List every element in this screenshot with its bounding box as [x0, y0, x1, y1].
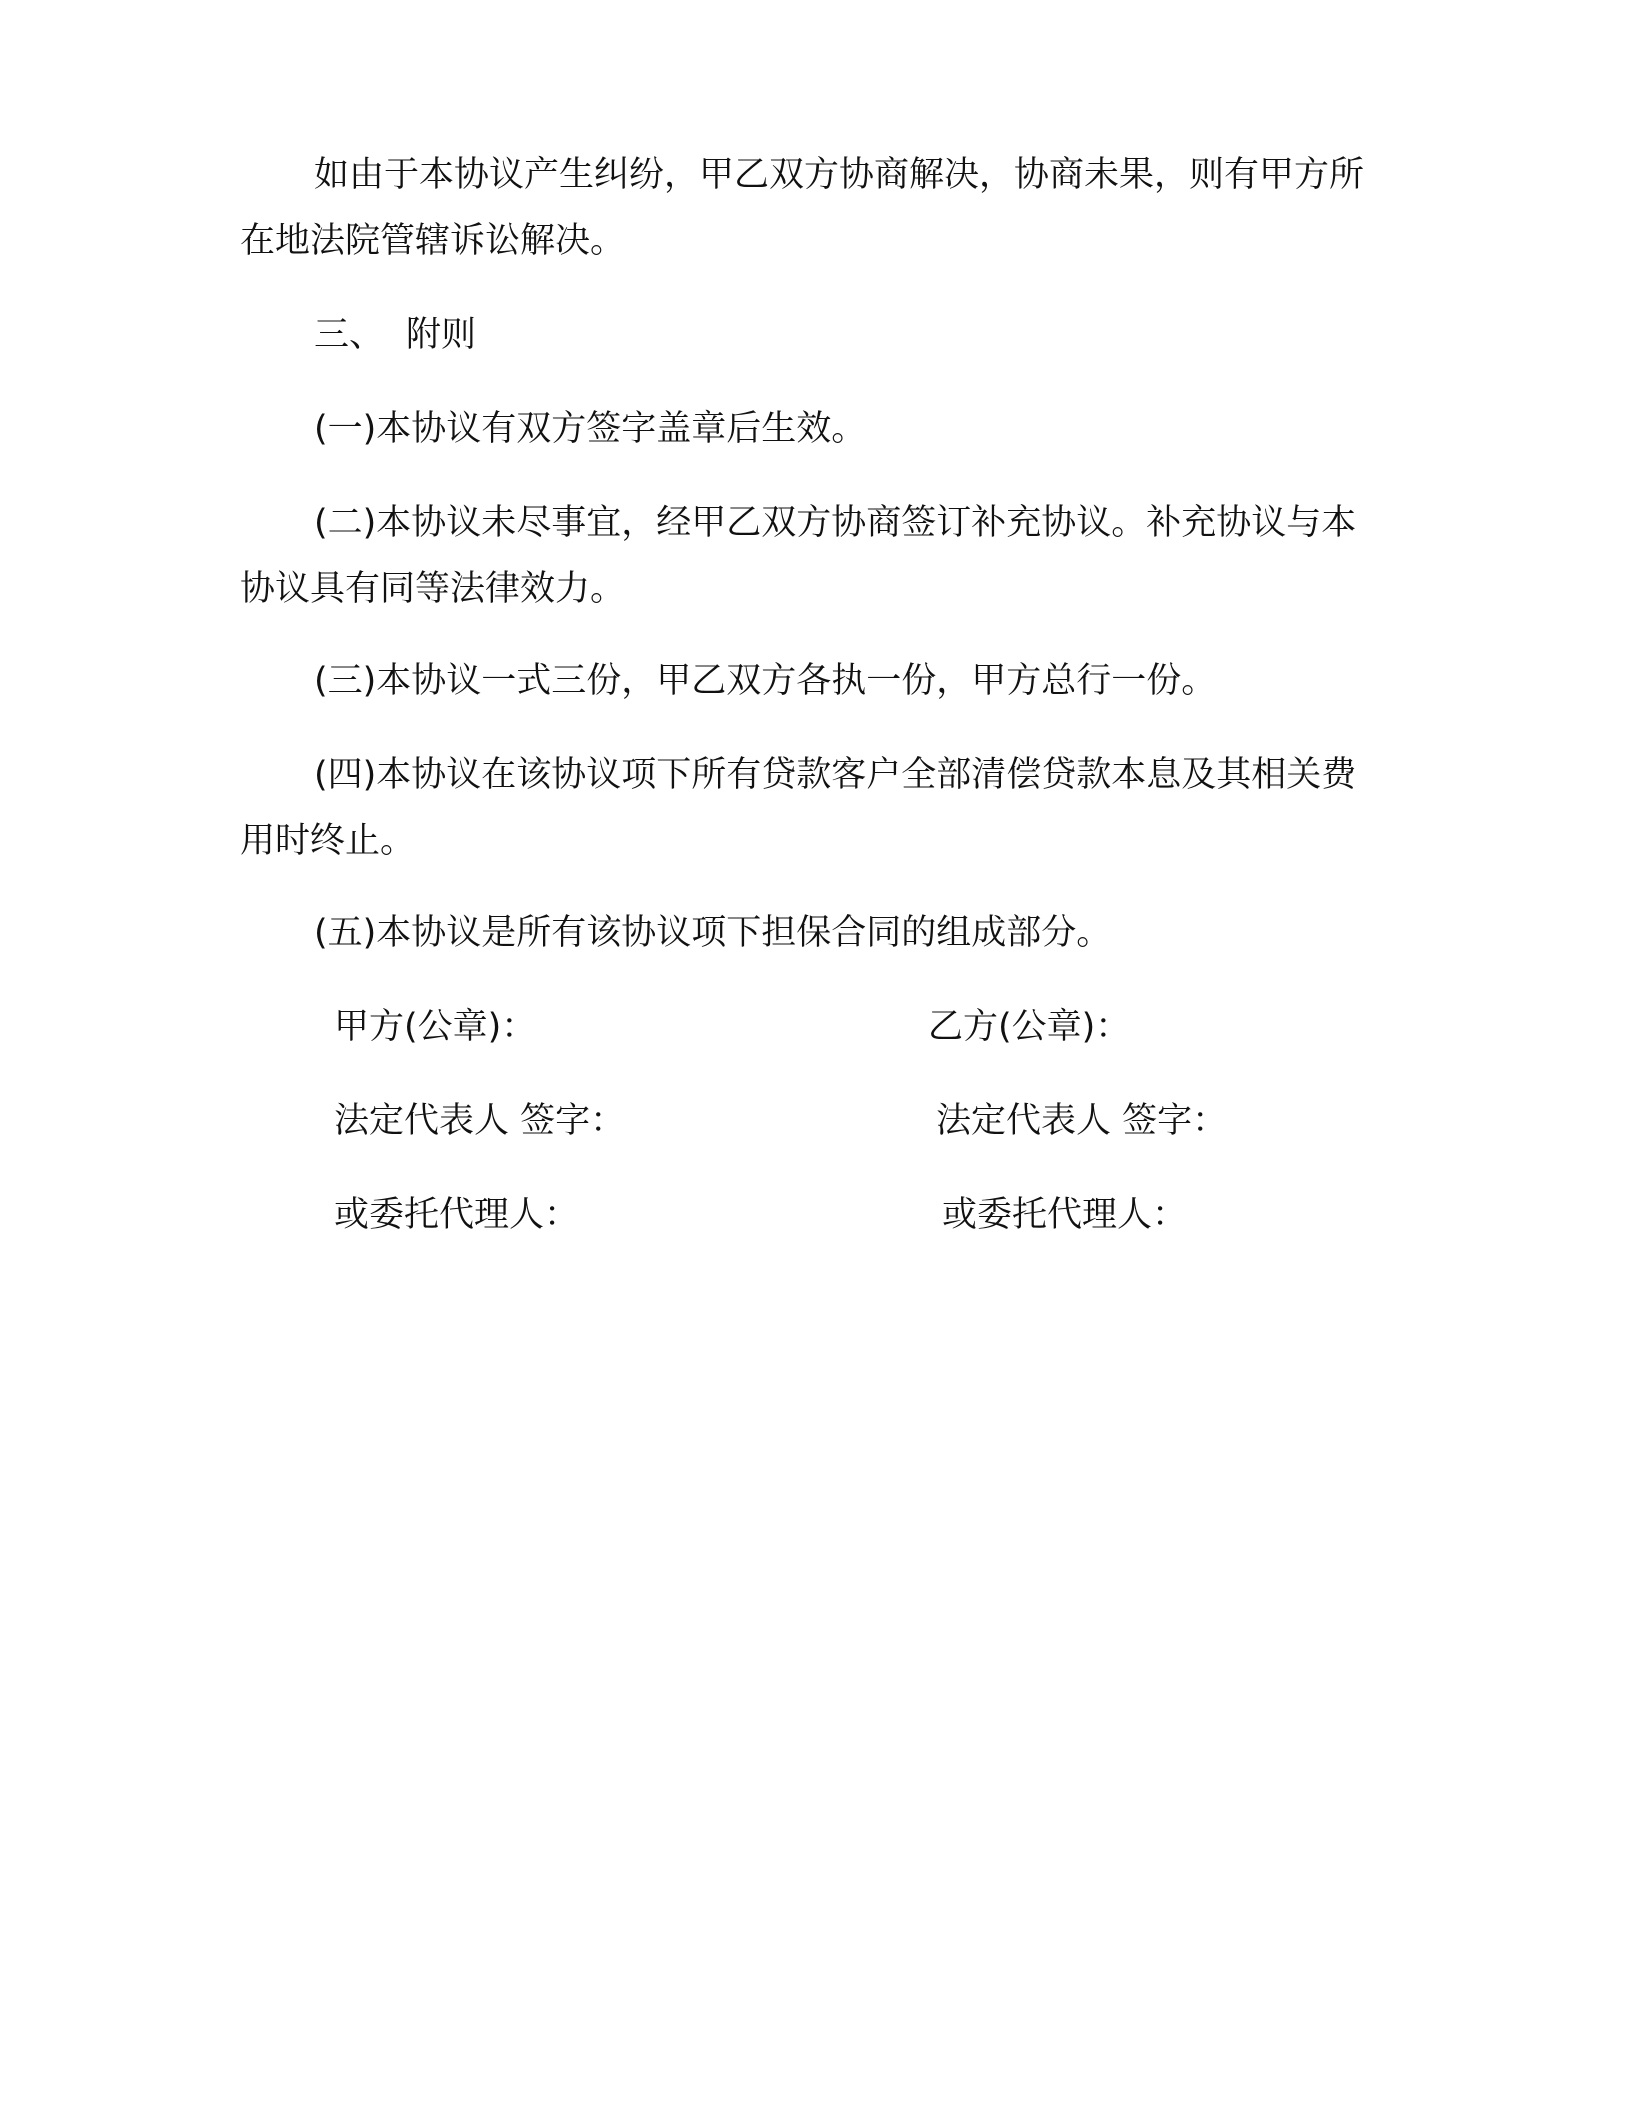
- party-a-seal-label: 甲方(公章)：: [334, 1007, 537, 1047]
- section-heading-appendix: [314, 302, 476, 368]
- clause-3: (三)本协议一式三份，甲乙双方各执一份，甲方总行一份。: [314, 661, 1217, 701]
- party-a-agent-label: 或委托代理人：: [334, 1195, 580, 1235]
- clause-5: (五)本协议是所有该协议项下担保合同的组成部分。: [314, 913, 1112, 953]
- section-number: 三、: [314, 315, 385, 355]
- clause-2: (二)本协议未尽事宜，经甲乙双方协商签订补充协议。补充协议与本协议具有同等法律效力。: [240, 503, 1357, 609]
- party-b-legal-rep-label: 法定代表人 签字：: [936, 1101, 1228, 1141]
- party-a-legal-rep-label: 法定代表人 签字：: [334, 1101, 626, 1141]
- section-title: 附则: [406, 315, 477, 355]
- clause-1: (一)本协议有双方签字盖章后生效。: [314, 409, 867, 449]
- paragraph-dispute: 如由于本协议产生纠纷，甲乙双方协商解决，协商未果，则有甲方所在地法院管辖诉讼解决。: [240, 155, 1365, 261]
- party-b-seal-label: 乙方(公章)：: [928, 1007, 1131, 1047]
- party-b-agent-label: 或委托代理人：: [942, 1195, 1188, 1235]
- clause-4: (四)本协议在该协议项下所有贷款客户全部清偿贷款本息及其相关费用时终止。: [240, 755, 1357, 861]
